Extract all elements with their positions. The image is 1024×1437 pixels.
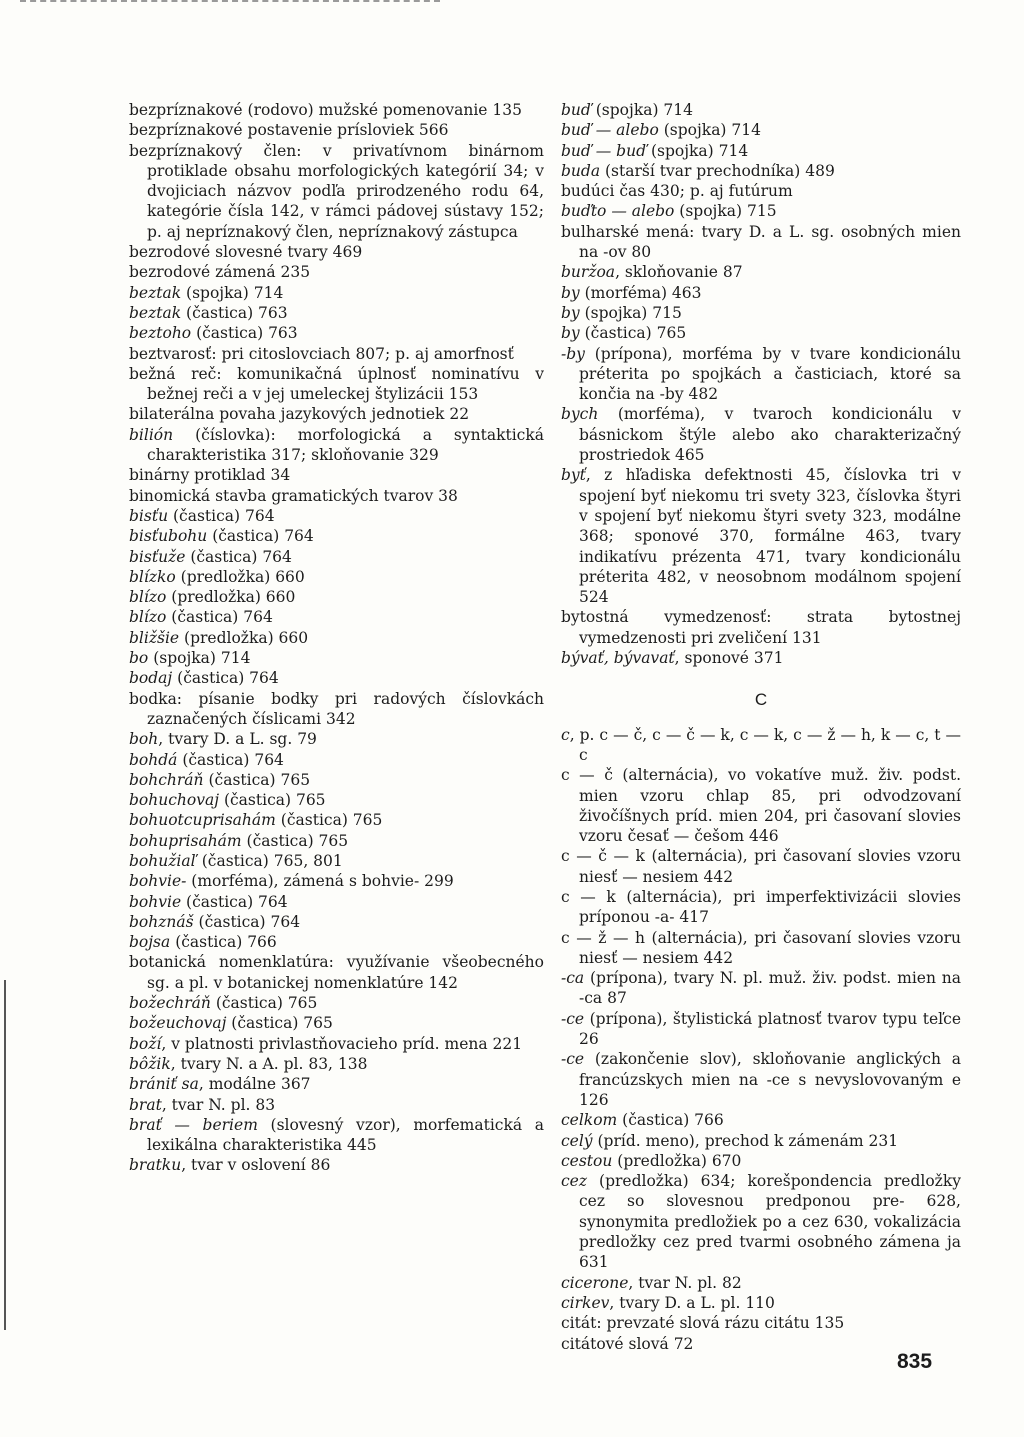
entry-headword: by bbox=[561, 283, 580, 302]
index-entry bbox=[129, 100, 544, 120]
index-entry bbox=[561, 1009, 961, 1050]
entry-headword: bisťuže bbox=[129, 547, 186, 566]
entry-text: , sponové 371 bbox=[674, 649, 784, 668]
entry-text: (predložka) 634; korešpondencia predložky cez so slovesnou predponou pre- 628, synonymita predložiek po a cez 630, vokalizácia predložky cez pred tvarmi osobného zámena ja 631 bbox=[579, 1172, 961, 1272]
entry-headword: brať — beriem bbox=[129, 1115, 258, 1134]
entry-headword: celý bbox=[561, 1131, 593, 1150]
entry-text: , p. c — č, c — č — k, c — k, c — ž — h, k — c, t — c bbox=[569, 725, 961, 764]
index-entry bbox=[129, 750, 544, 770]
entry-headword: buržoa bbox=[561, 263, 616, 282]
entry-text: c — č (alternácia), vo vokatíve muž. živ. podst. mien vzoru chlap 85, pri odvodzovaní živočíšnych príd. mien 204, pri časovaní slovies vzoru česať — češom 446 bbox=[561, 766, 961, 846]
entry-headword: beztak bbox=[129, 283, 182, 302]
index-entry bbox=[129, 120, 544, 140]
index-entry bbox=[561, 648, 961, 668]
entry-headword: by bbox=[561, 303, 580, 322]
index-entry bbox=[129, 587, 544, 607]
entry-text: (častica) 764 bbox=[185, 547, 292, 566]
entry-headword: -ce bbox=[561, 1050, 585, 1069]
entry-text: , tvary N. a A. pl. 83, 138 bbox=[170, 1054, 368, 1073]
entry-text: (slovesný vzor), morfematická a lexikálna charakteristika 445 bbox=[147, 1115, 544, 1155]
entry-headword: bisťu bbox=[129, 506, 169, 525]
entry-headword: boží bbox=[129, 1034, 162, 1053]
index-entry bbox=[561, 968, 961, 1009]
index-entry bbox=[129, 547, 544, 567]
index-entry bbox=[129, 607, 544, 627]
entry-headword: boh bbox=[129, 730, 159, 749]
entry-headword: celkom bbox=[561, 1111, 618, 1130]
entry-text: bezrodové zámená 235 bbox=[129, 263, 311, 282]
entry-text: (častica) 765 bbox=[219, 791, 326, 810]
entry-text: (číslovka): morfologická a syntaktická charakteristika 317; skloňovanie 329 bbox=[147, 425, 544, 465]
index-entry bbox=[561, 1313, 961, 1333]
entry-headword: bohvie- bbox=[129, 872, 187, 891]
index-entry bbox=[561, 1293, 961, 1313]
index-entry bbox=[129, 526, 544, 546]
entry-text: (predložka) 660 bbox=[166, 588, 296, 607]
index-entry bbox=[129, 364, 544, 405]
entry-text: (príd. meno), prechod k zámenám 231 bbox=[592, 1131, 899, 1150]
index-entry bbox=[561, 181, 961, 201]
entry-text: (predložka) 660 bbox=[175, 567, 305, 586]
index-entry bbox=[129, 932, 544, 952]
index-entry bbox=[561, 1131, 961, 1151]
index-entry bbox=[129, 1155, 544, 1175]
entry-text: binárny protiklad 34 bbox=[129, 466, 291, 485]
entry-text: c — ž — h (alternácia), pri časovaní slovies vzoru niesť — nesiem 442 bbox=[561, 928, 961, 967]
entry-text: (prípona), morféma by v tvare kondicionálu préterita po spojkách a časticiach, ktoré sa končia na -by 482 bbox=[579, 344, 961, 404]
entry-headword: bodaj bbox=[129, 669, 173, 688]
index-entry bbox=[129, 303, 544, 323]
entry-headword: cestou bbox=[561, 1151, 613, 1170]
index-entry bbox=[129, 952, 544, 993]
entry-headword: byť bbox=[561, 466, 586, 485]
entry-text: c — k (alternácia), pri imperfektivizácii slovies príponou -a- 417 bbox=[561, 887, 961, 927]
index-entry bbox=[129, 851, 544, 871]
entry-text: (častica) 764 bbox=[172, 669, 279, 688]
index-entry bbox=[129, 831, 544, 851]
entry-headword: božechráň bbox=[129, 994, 211, 1013]
entry-text: (častica) 764 bbox=[177, 750, 284, 769]
entry-text: (spojka) 714 bbox=[181, 283, 284, 302]
entry-text: bezpríznakové (rodovo) mužské pomenovanie 135 bbox=[129, 101, 522, 119]
entry-text: botanická nomenklatúra: využívanie všeobecného sg. a pl. v botanickej nomenklatúre 142 bbox=[129, 953, 544, 992]
index-entry bbox=[561, 120, 961, 140]
index-entry bbox=[129, 892, 544, 912]
entry-headword: bohvie bbox=[129, 892, 182, 911]
entry-text: (častica) 766 bbox=[617, 1111, 724, 1130]
entry-text: (spojka) 715 bbox=[579, 303, 682, 322]
index-entry bbox=[129, 344, 544, 364]
index-entry bbox=[561, 725, 961, 766]
entry-headword: -ca bbox=[561, 969, 585, 988]
entry-headword: bývať, bývavať bbox=[561, 649, 675, 668]
entry-text: (častica) 765, 801 bbox=[196, 851, 343, 870]
entry-headword: c bbox=[561, 725, 570, 744]
index-entry bbox=[561, 201, 961, 221]
index-entry bbox=[129, 323, 544, 343]
entry-text: (častica) 765 bbox=[275, 811, 383, 830]
entry-headword: buď bbox=[561, 101, 591, 119]
entry-text: (predložka) 660 bbox=[179, 628, 309, 647]
index-entry bbox=[129, 1013, 544, 1033]
index-entry bbox=[129, 689, 544, 730]
entry-headword: blízo bbox=[129, 608, 167, 627]
entry-headword: brat bbox=[129, 1095, 162, 1114]
page-number: 835 bbox=[897, 1350, 933, 1373]
entry-text: , v platnosti privlastňovacieho príd. mena 221 bbox=[161, 1034, 523, 1053]
index-entry bbox=[129, 242, 544, 262]
index-entry bbox=[561, 607, 961, 648]
index-entry bbox=[129, 770, 544, 790]
entry-text: (spojka) 714 bbox=[646, 141, 749, 160]
entry-text: (prípona), tvary N. pl. muž. živ. podst. mien na -ca 87 bbox=[579, 969, 961, 1008]
entry-text: (častica) 765 bbox=[210, 994, 318, 1013]
entry-headword: -ce bbox=[561, 1009, 585, 1028]
entry-headword: cirkev bbox=[561, 1293, 610, 1312]
entry-headword: by bbox=[561, 324, 580, 343]
index-entry bbox=[561, 161, 961, 181]
entry-headword: blízo bbox=[129, 588, 167, 607]
entry-headword: -by bbox=[561, 344, 585, 363]
entry-headword: brániť sa bbox=[129, 1075, 199, 1094]
section-letter: C bbox=[754, 690, 768, 710]
entry-text: (častica) 764 bbox=[207, 527, 314, 546]
entry-headword: beztoho bbox=[129, 324, 192, 343]
index-entry bbox=[561, 303, 961, 323]
index-entry bbox=[129, 1034, 544, 1054]
entry-headword: bojsa bbox=[129, 933, 171, 952]
entry-headword: buď — alebo bbox=[561, 121, 659, 140]
index-entry bbox=[561, 846, 961, 887]
index-entry bbox=[561, 262, 961, 282]
entry-text: , tvar v oslovení 86 bbox=[181, 1156, 331, 1175]
scan-edge-left bbox=[4, 980, 6, 1330]
index-entry bbox=[129, 810, 544, 830]
entry-text: (spojka) 714 bbox=[590, 101, 694, 119]
entry-text: (spojka) 714 bbox=[148, 649, 251, 668]
entry-text: (spojka) 714 bbox=[658, 121, 761, 140]
entry-headword: bohznáš bbox=[129, 912, 194, 931]
entry-headword: bohuchovaj bbox=[129, 791, 220, 810]
index-entry bbox=[561, 100, 961, 120]
index-entry bbox=[129, 790, 544, 810]
index-entry bbox=[129, 871, 544, 891]
entry-headword: bohuprisahám bbox=[129, 831, 242, 850]
index-column-left bbox=[129, 100, 544, 1176]
entry-text: , modálne 367 bbox=[198, 1075, 311, 1094]
index-entry bbox=[129, 1115, 544, 1156]
index-entry bbox=[561, 344, 961, 405]
scan-edge-top bbox=[20, 0, 440, 4]
index-entry bbox=[561, 465, 961, 607]
entry-text: bulharské mená: tvary D. a L. sg. osobných mien na -ov 80 bbox=[561, 222, 961, 262]
entry-text: c — č — k (alternácia), pri časovaní slovies vzoru niesť — nesiem 442 bbox=[561, 847, 961, 886]
entry-text: (morféma), zámená s bohvie- 299 bbox=[186, 872, 454, 891]
entry-text: (častica) 763 bbox=[191, 324, 298, 343]
entry-text: budúci čas 430; p. aj futúrum bbox=[561, 182, 793, 201]
entry-text: (častica) 765 bbox=[241, 831, 349, 850]
index-entry bbox=[129, 1095, 544, 1115]
entry-text: citát: prevzaté slová rázu citátu 135 bbox=[561, 1314, 845, 1333]
index-entry bbox=[561, 765, 961, 846]
entry-headword: bohužiaľ bbox=[129, 851, 197, 870]
index-entry bbox=[561, 1273, 961, 1293]
entry-text: (častica) 765 bbox=[203, 770, 311, 789]
entry-headword: buda bbox=[561, 161, 601, 180]
index-entry bbox=[561, 1171, 961, 1272]
entry-text: (spojka) 715 bbox=[674, 202, 777, 221]
index-entry bbox=[129, 486, 544, 506]
entry-headword: božeuchovaj bbox=[129, 1014, 227, 1033]
index-entry bbox=[561, 1151, 961, 1171]
entry-text: bezrodové slovesné tvary 469 bbox=[129, 243, 363, 262]
index-entry bbox=[129, 1074, 544, 1094]
entry-headword: bych bbox=[561, 405, 599, 424]
entry-headword: bohdá bbox=[129, 750, 178, 769]
entry-text: , tvary D. a L. sg. 79 bbox=[158, 730, 317, 749]
entry-text: (častica) 764 bbox=[193, 912, 301, 931]
entry-headword: bôžik bbox=[129, 1054, 171, 1073]
entry-headword: bisťubohu bbox=[129, 527, 208, 546]
index-entry bbox=[129, 404, 544, 424]
entry-text: (častica) 764 bbox=[166, 608, 273, 627]
index-entry bbox=[129, 1054, 544, 1074]
entry-headword: buďto — alebo bbox=[561, 202, 675, 221]
index-entry bbox=[561, 283, 961, 303]
index-entry bbox=[129, 993, 544, 1013]
index-entry bbox=[129, 262, 544, 282]
entry-text: (častica) 765 bbox=[579, 324, 687, 343]
index-entry bbox=[561, 1110, 961, 1130]
index-column-right bbox=[561, 100, 961, 1354]
entry-text: (morféma) 463 bbox=[579, 283, 702, 302]
entry-text: citátové slová 72 bbox=[561, 1334, 694, 1353]
entry-text: bezpríznakový člen: v privatívnom binárnom protiklade obsahu morfologických kategórií 34; v dvojiciach názvov podľa prirodzeného rodu 64, kategórie čísla 142, v rámci pádovej sústavy 152; p. aj nepríznakový člen, nepríznakový zástupca bbox=[129, 141, 544, 241]
entry-text: (starší tvar prechodníka) 489 bbox=[600, 161, 835, 180]
entry-text: , tvary D. a L. pl. 110 bbox=[609, 1293, 775, 1312]
index-entry bbox=[561, 887, 961, 928]
index-entry bbox=[561, 928, 961, 969]
entry-headword: cicerone bbox=[561, 1273, 629, 1292]
index-entry bbox=[129, 648, 544, 668]
entry-text: bilaterálna povaha jazykových jednotiek 22 bbox=[129, 405, 470, 424]
entry-headword: beztak bbox=[129, 303, 182, 322]
entry-headword: bohuotcuprisahám bbox=[129, 811, 276, 830]
index-entry bbox=[129, 567, 544, 587]
index-entry bbox=[129, 506, 544, 526]
index-entry bbox=[129, 141, 544, 242]
entry-text: bezpríznakové postavenie prísloviek 566 bbox=[129, 121, 449, 140]
entry-text: , tvar N. pl. 82 bbox=[628, 1273, 742, 1292]
entry-headword: cez bbox=[561, 1172, 588, 1191]
index-entry bbox=[129, 628, 544, 648]
entry-text: (zakončenie slov), skloňovanie anglických a francúzskych mien na -ce s nevyslovovaným e 126 bbox=[579, 1050, 961, 1109]
index-entry bbox=[561, 404, 961, 465]
index-entry bbox=[561, 323, 961, 343]
entry-text: (predložka) 670 bbox=[612, 1151, 742, 1170]
entry-text: (častica) 765 bbox=[226, 1014, 333, 1033]
entry-text: , skloňovanie 87 bbox=[615, 263, 743, 282]
entry-text: (morféma), v tvaroch kondicionálu v básnickom štýle alebo ako charakterizačný prostriedok 465 bbox=[579, 405, 961, 465]
index-entry bbox=[129, 668, 544, 688]
entry-text: bytostná vymedzenosť: strata bytostnej vymedzenosti pri zveličení 131 bbox=[561, 608, 961, 647]
entry-text: beztvarosť: pri citoslovciach 807; p. aj amorfnosť bbox=[129, 344, 514, 363]
entry-headword: bližšie bbox=[129, 628, 180, 647]
entry-text: bežná reč: komunikačná úplnosť nominatívu v bežnej reči a v jej umeleckej štylizácii 153 bbox=[129, 364, 544, 404]
entry-text: (prípona), štylistická platnosť tvarov typu teľce 26 bbox=[579, 1009, 961, 1049]
entry-headword: bratku bbox=[129, 1156, 182, 1175]
entry-headword: bo bbox=[129, 649, 149, 668]
entry-text: binomická stavba gramatických tvarov 38 bbox=[129, 486, 458, 505]
entry-text: (častica) 766 bbox=[170, 933, 277, 952]
index-entry bbox=[129, 425, 544, 466]
entry-text: bodka: písanie bodky pri radových číslovkách zaznačených číslicami 342 bbox=[129, 689, 544, 728]
index-entry bbox=[129, 912, 544, 932]
entry-text: , tvar N. pl. 83 bbox=[161, 1095, 276, 1114]
entry-headword: blízko bbox=[129, 567, 176, 586]
entry-text: , z hľadiska defektnosti 45, číslovka tri v spojení byť niekomu tri svety 323, číslovka štyri v spojení byť niekomu štyri svety 323, modálne 368; sponové 370, formálne 463, tvary indikatívu prézenta 471, tvary kondicionálu préterita 482, v neosobnom modálnom spojení 524 bbox=[579, 466, 961, 607]
entry-text: (častica) 763 bbox=[181, 303, 288, 322]
entry-headword: bohchráň bbox=[129, 770, 204, 789]
index-entry bbox=[561, 1049, 961, 1110]
index-entry bbox=[129, 283, 544, 303]
index-entry bbox=[561, 141, 961, 161]
entry-headword: buď — buď bbox=[561, 141, 647, 160]
entry-text: (častica) 764 bbox=[168, 506, 275, 525]
index-entry bbox=[129, 729, 544, 749]
entry-headword: bilión bbox=[129, 425, 174, 444]
index-entry bbox=[129, 465, 544, 485]
entry-text: (častica) 764 bbox=[181, 892, 288, 911]
index-entry bbox=[561, 222, 961, 263]
